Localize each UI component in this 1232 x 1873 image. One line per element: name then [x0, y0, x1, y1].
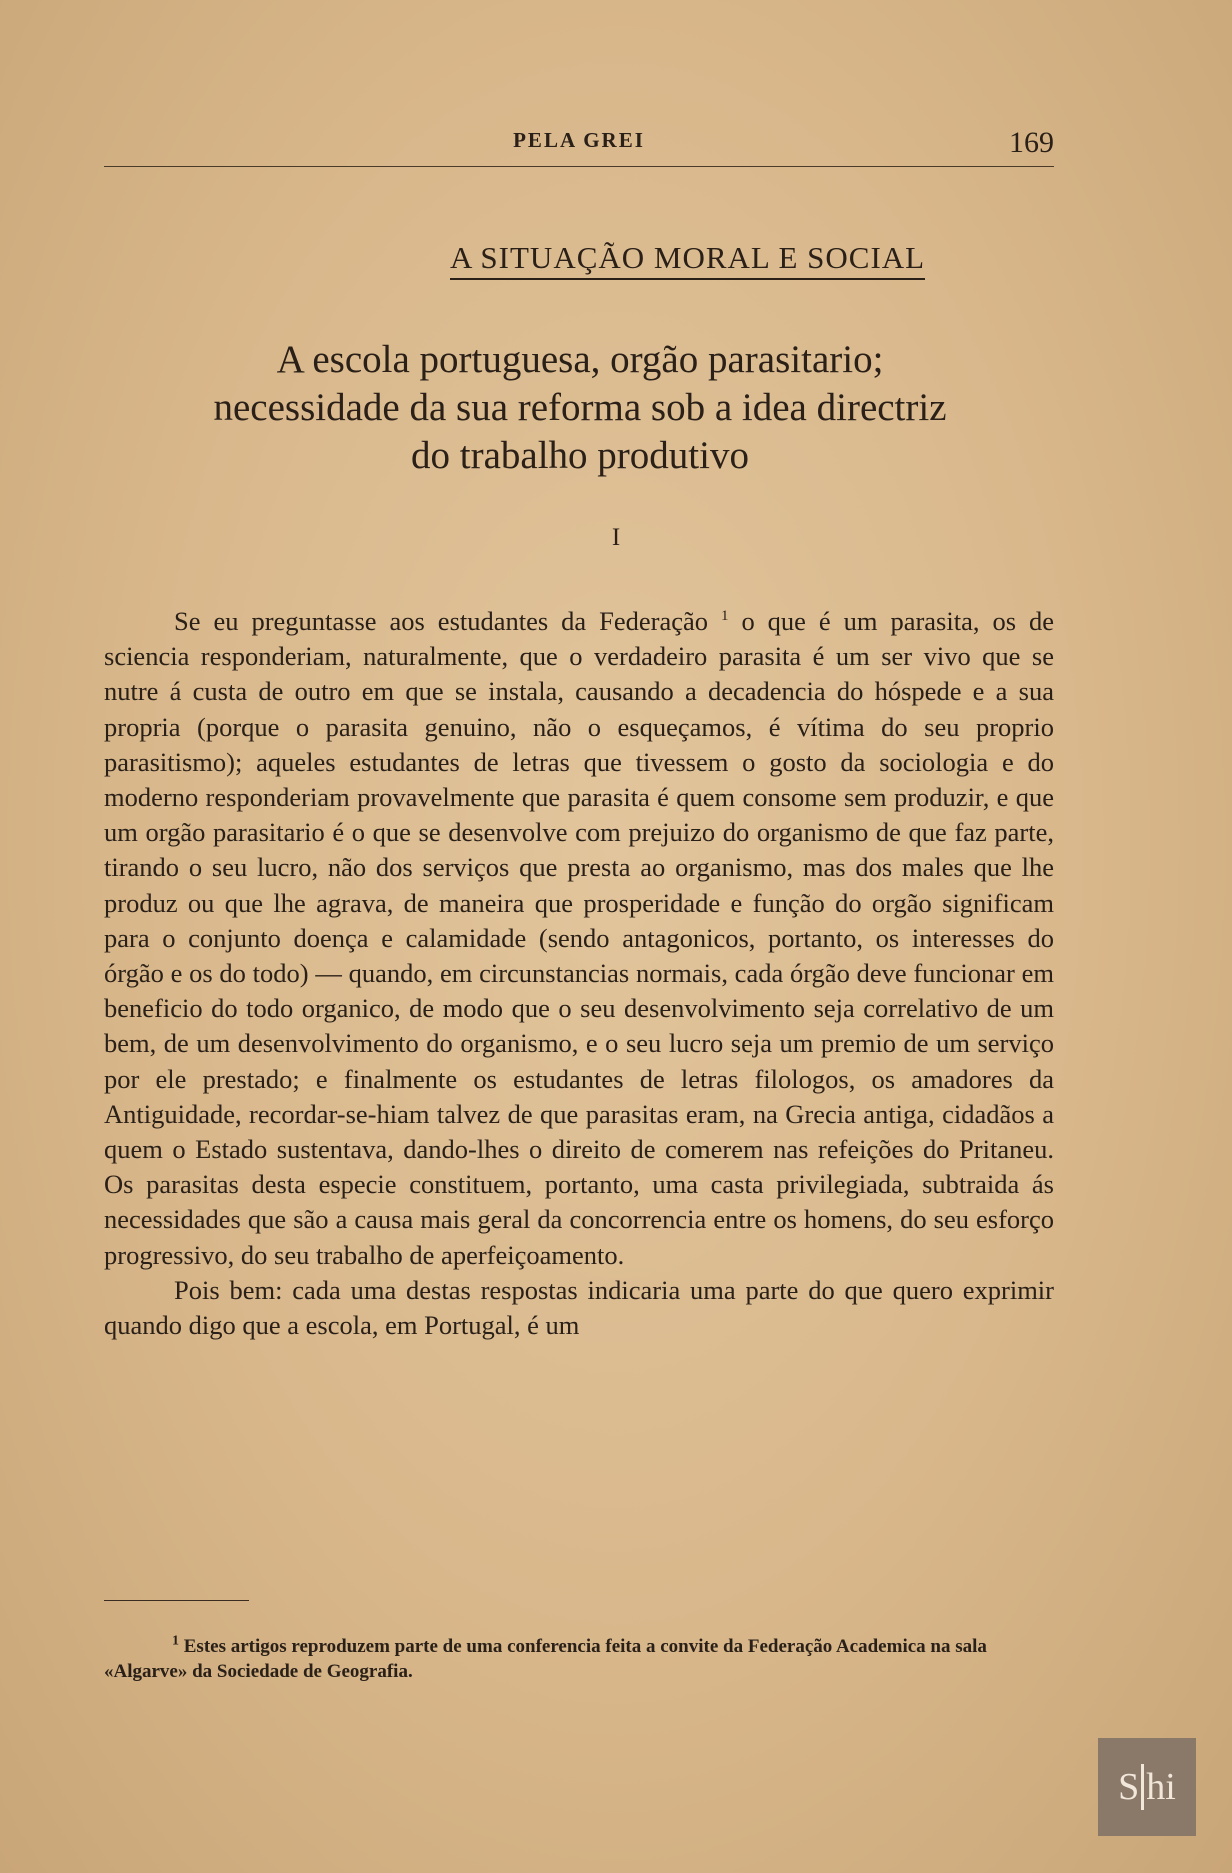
running-title: PELA GREI [513, 128, 645, 152]
article-title-line-3: do trabalho produtivo [411, 434, 749, 477]
paragraph-1 [104, 604, 1054, 1273]
footnote-divider [104, 1600, 249, 1601]
section-title [450, 240, 1010, 286]
body-text [104, 604, 1054, 1343]
stamp-bar-icon [1141, 1764, 1144, 1810]
library-stamp-logo [1098, 1738, 1196, 1836]
section-title-text: A SITUAÇÃO MORAL E SOCIAL [450, 240, 925, 280]
running-header [104, 126, 1054, 167]
paragraph-1-rest: o que é um parasita, os de sciencia responderiam, naturalmente, que o verdadeiro parasita é um ser vivo que se nutre á custa de outro em que se instala, causando a decadencia do hóspede e a sua propria (porque o parasita genuino, não o esqueçamos, é vítima do seu proprio parasitismo); aqueles estudantes de letras que tivessem o gosto da sociologia e do moderno responderiam provavelmente que parasita é quem consome sem produzir, e que um orgão parasitario é o que se desenvolve com prejuizo do organismo de que faz parte, tirando o seu lucro, não dos serviços que presta ao organismo, mas dos males que lhe produz ou que lhe agrava, de maneira que prosperidade e função do orgão significam para o conjunto doença e calamidade (sendo antagonicos, portanto, os interesses do órgão e os do todo) — quando, em circunstancias normais, cada órgão deve funcionar em beneficio do todo organico, de modo que o seu desenvolvimento seja correlativo de um bem, de um desenvolvimento do organismo, e o seu lucro seja um premio de um serviço por ele prestado; e finalmente os estudantes de letras filologos, os amadores da Antiguidade, recordar-se-hiam talvez de que parasitas eram, na Grecia antiga, cidadãos a quem o Estado sustentava, dando-lhes o direito de comerem nas refeições do Pritaneu. Os parasitas desta especie constituem, portanto, uma casta privilegiada, subtraida ás necessidades que são a causa mais geral da concorrencia entre os homens, do seu esforço progressivo, do seu trabalho de aperfeiçoamento. [104, 606, 1054, 1270]
footnote-mark: 1 [172, 1633, 179, 1649]
paragraph-2: Pois bem: cada uma destas respostas indicaria uma parte do que quero exprimir quando digo que a escola, em Portugal, é um [104, 1274, 1054, 1341]
footnote [104, 1634, 1054, 1684]
footnote-reference: 1 [720, 608, 729, 625]
article-title-line-1: A escola portuguesa, orgão parasitario; [276, 338, 884, 381]
stamp-letter-s: S [1118, 1766, 1140, 1808]
stamp-letters-hi: hi [1146, 1766, 1176, 1808]
part-number: I [611, 524, 621, 551]
footnote-text: Estes artigos reproduzem parte de uma conferencia feita a convite da Federação Academica na sala «Algarve» da Sociedade de Geografia. [104, 1636, 987, 1682]
article-title-line-2: necessidade da sua reforma sob a idea directriz [213, 386, 947, 429]
page-number: 169 [1009, 126, 1054, 159]
article-title [100, 336, 1060, 480]
paragraph-1-start: Se eu preguntasse aos estudantes da Federação [174, 606, 709, 636]
